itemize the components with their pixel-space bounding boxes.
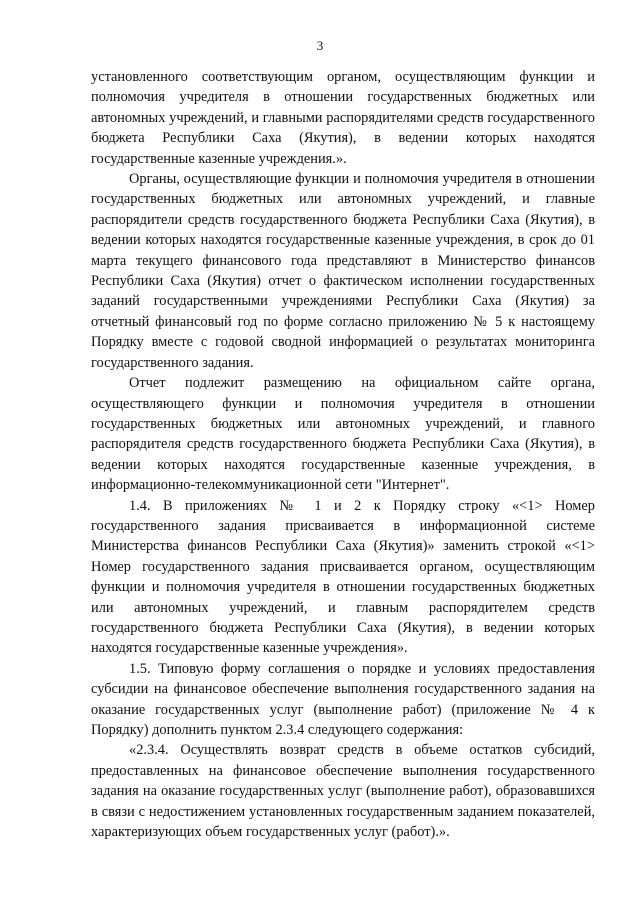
paragraph-item-2-3-4: «2.3.4. Осуществлять возврат средств в объеме остатков субсидий, предоставленных на финансовое обеспечение выполнения государственного задания на оказание государственных услуг (выполнение работ), образовавшихся в связи с недостижением установленных государственным заданием показателей, характеризующих объем государственных услуг (работ).». <box>91 742 595 841</box>
paragraph-item-1-4: 1.4. В приложениях № 1 и 2 к Порядку строку «<1> Номер государственного задания присваивается в информационной системе Министерства финансов Республики Саха (Якутия)» заменить строкой «<1> Номер государственного задания присваивается органом, осуществляющим функции и полномочия учредителя в отношении государственных бюджетных или автономных учреждений, и главным распорядителем средств государственного бюджета Республики Саха (Якутия), в ведении которых находятся государственные казенные учреждения». <box>91 497 595 657</box>
page-number: 3 <box>316 38 324 53</box>
paragraph-continuation: установленного соответствующим органом, осуществляющим функции и полномочия учредителя в отношении государственных бюджетных или автономных учреждений, и главными распорядителями средств государственного бюджета Республики Саха (Якутия), в ведении которых находятся государственные казенные учреждения.». <box>91 69 595 167</box>
paragraph-report-publication: Отчет подлежит размещению на официальном сайте органа, осуществляющего функции и полномочия учредителя в отношении государственных бюджетных или автономных учреждений, и главного распорядителя средств государственного бюджета Республики Саха (Якутия), в ведении которых находятся государственные казенные учреждения, в информационно-телекоммуникационной сети "Интернет". <box>91 375 595 494</box>
document-body <box>91 67 595 842</box>
paragraph-item-1-5: 1.5. Типовую форму соглашения о порядке и условиях предоставления субсидии на финансовое обеспечение выполнения государственного задания на оказание государственных услуг (выполнение работ) (приложение № 4 к Порядку) дополнить пунктом 2.3.4 следующего содержания: <box>91 660 595 738</box>
paragraph-report-submission: Органы, осуществляющие функции и полномочия учредителя в отношении государственных бюджетных или автономных учреждений, и главные распорядители средств государственного бюджета Республики Саха (Якутия), в ведении которых находятся государственные казенные учреждения, в срок до 01 марта текущего финансового года представляют в Министерство финансов Республики Саха (Якутия) отчет о фактическом исполнении государственных заданий государственными учреждениями Республики Саха (Якутия) за отчетный финансовый год по форме согласно приложению № 5 к настоящему Порядку вместе с годовой сводной информацией о результатах мониторинга государственного задания. <box>91 171 595 371</box>
